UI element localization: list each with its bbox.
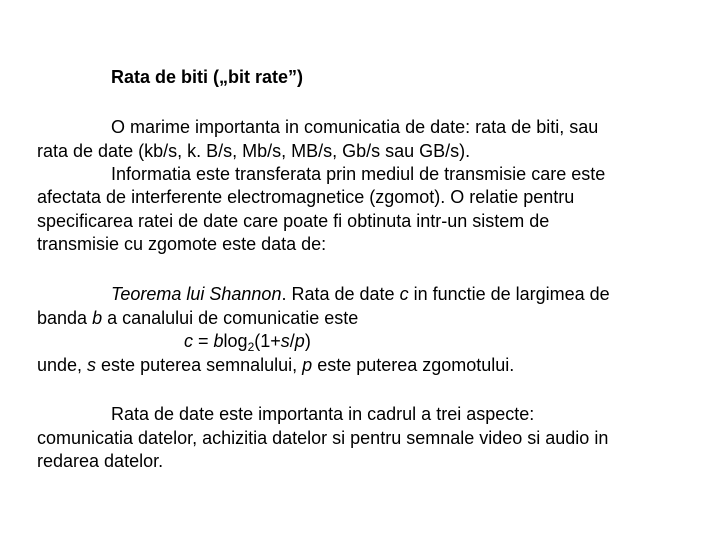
- theorem-line-2: [37, 307, 358, 330]
- variable-b: b: [92, 308, 103, 328]
- formula-close: ): [304, 331, 311, 351]
- theorem-text: in functie de largimea de: [408, 284, 610, 304]
- paragraph-1-line-6: transmisie cu zgomote este data de:: [37, 234, 327, 254]
- paragraph-1-line-2: rata de date (kb/s, k. B/s, Mb/s, MB/s, Gb/s sau GB/s).: [37, 141, 471, 161]
- paragraph-3-line-1: Rata de date este importanta in cadrul a trei aspecte:: [111, 404, 535, 424]
- variable-s: s: [87, 355, 97, 375]
- theorem-text: este puterea zgomotului.: [312, 355, 515, 375]
- paragraph-1-line-4: afectata de interferente electromagnetice (zgomot). O relatie pentru: [37, 187, 575, 207]
- paragraph-1-line-3: Informatia este transferata prin mediul de transmisie care este: [111, 164, 606, 184]
- variable-c: c: [399, 284, 409, 304]
- formula-s: s: [280, 331, 290, 351]
- theorem-text: a canalului de comunicatie este: [102, 308, 359, 328]
- formula-c: c: [184, 331, 193, 351]
- formula-p: p: [294, 331, 305, 351]
- formula-open: (1+: [254, 331, 281, 351]
- paragraph-1-line-1: O marime importanta in comunicatia de date: rata de biti, sau: [111, 117, 599, 137]
- formula-slash: /: [289, 331, 295, 351]
- formula-b: b: [213, 331, 224, 351]
- theorem-name: Teorema lui Shannon: [111, 284, 282, 304]
- paragraph-3-line-2: comunicatia datelor, achizitia datelor si pentru semnale video si audio in: [37, 428, 609, 448]
- theorem-where-line: [37, 354, 514, 377]
- theorem-text: banda: [37, 308, 93, 328]
- paragraph-1-line-5: specificarea ratei de date care poate fi obtinuta intr-un sistem de: [37, 211, 550, 231]
- formula-log: log: [223, 331, 248, 351]
- formula-equals: =: [193, 331, 214, 351]
- formula-log-base: 2: [247, 340, 255, 354]
- slide-title: Rata de biti („bit rate”): [111, 67, 304, 87]
- variable-p: p: [302, 355, 313, 375]
- theorem-line-1: [111, 283, 610, 306]
- paragraph-3-line-3: redarea datelor.: [37, 451, 164, 471]
- shannon-formula: [184, 330, 311, 353]
- theorem-text: unde,: [37, 355, 88, 375]
- theorem-text: este puterea semnalului,: [96, 355, 303, 375]
- theorem-text: . Rata de date: [281, 284, 400, 304]
